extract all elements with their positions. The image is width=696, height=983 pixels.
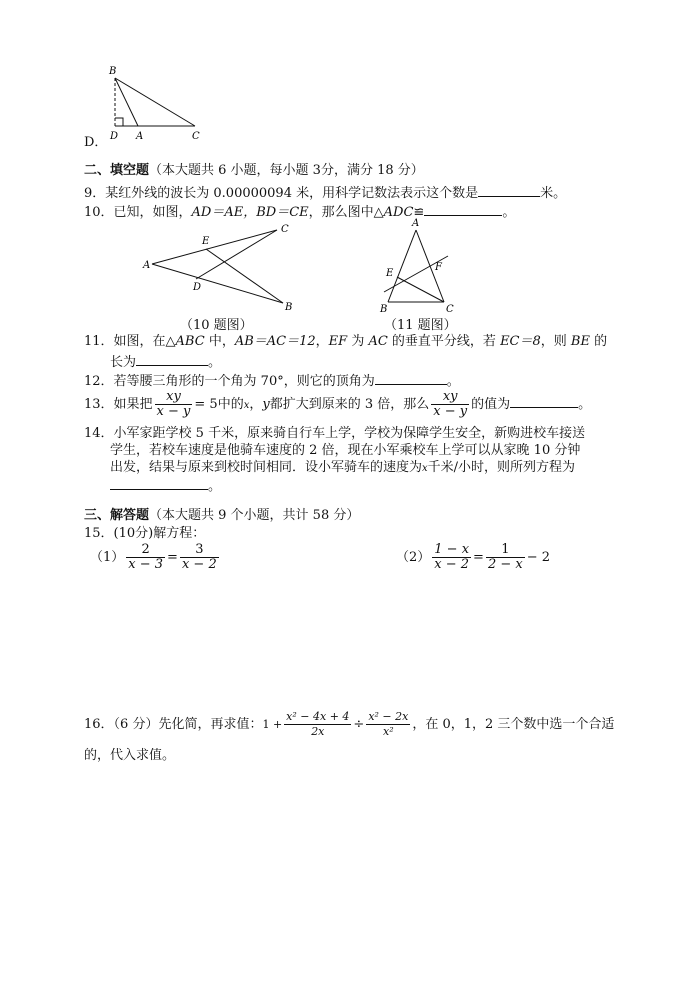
figure-11 — [372, 216, 462, 316]
question-9: 9．某红外线的波长为 0.00000094 米，用科学记数法表示这个数是 米。 — [84, 186, 567, 201]
fig10-label-b: B — [285, 302, 293, 312]
label-a: A — [136, 131, 144, 142]
figure-11-caption: （11 题图） — [384, 318, 457, 333]
question-10: 10．已知，如图，AD＝AE，BD＝CE，那么图中△ADC≌ 。 — [84, 205, 516, 220]
figure-10-caption: （10 题图） — [180, 318, 253, 333]
question-14-line4: 。 — [110, 477, 221, 495]
fig11-label-e: E — [386, 268, 394, 279]
section2-title: 二、填空题 — [84, 163, 150, 178]
question-14-line1: 14．小军家距学校 5 千米，原来骑自行车上学，学校为保障学生安全，新购进校车接送 — [84, 426, 586, 441]
question-13: 13．如果把 $\frac{xy}{x - y}$ = 5中的x，y都扩大到原来的 3 倍，那么 $\frac{xy}{x - y}$ 的值为 。 — [84, 389, 592, 419]
fig11-label-c: C — [446, 304, 454, 315]
fig11-label-f: F — [435, 262, 442, 273]
section3-heading — [84, 508, 359, 524]
fig11-label-b: B — [380, 304, 388, 315]
question-14-line2: 学生，若校车速度是他骑车速度的 2 倍，现在小军乘校车上学可以从家晚 10 分钟 — [110, 443, 581, 458]
q12-answer-blank[interactable] — [375, 372, 447, 385]
question-11-line1: 11．如图，在△ABC 中，AB＝AC＝12，EF 为 AC 的垂直平分线，若 EC＝8，则 BE 的 — [84, 334, 608, 349]
fig10-label-a: A — [143, 260, 151, 271]
fig11-label-a: A — [412, 218, 420, 229]
question-15-part1: （1） $\frac{2}{x - 3}$ = $\frac{3}{x - 2}$ — [90, 542, 217, 572]
fig10-label-c: C — [281, 224, 289, 235]
q14-answer-blank[interactable] — [110, 477, 208, 490]
section2-heading — [84, 163, 424, 179]
figure-10 — [140, 220, 300, 312]
question-15-head: 15．(10分)解方程： — [84, 526, 206, 541]
question-16-line1: 16．（6 分）先化简，再求值：1 + $\frac{\text{x² − 4x + 4}}{2x}$ ÷ $\frac{\text{x² − 2x}}{\text{x²}}$ ，在 0，1，2 三个数中选一个合适 — [84, 710, 615, 738]
q9-answer-blank[interactable] — [478, 184, 540, 197]
section2-note: （本大题共 6 小题，每小题 3分，满分 18 分） — [149, 163, 424, 178]
section3-note: （本大题共 9 个小题，共计 58 分） — [149, 508, 360, 523]
question-15-part2: （2） $\frac{1 - x}{x - 2}$ = $\frac{1}{2 - x}$ − 2 — [396, 542, 551, 572]
question-11-line2: 长为 。 — [110, 355, 222, 370]
fig10-label-d: D — [193, 282, 202, 293]
option-d-figure — [100, 62, 210, 144]
question-14-line3: 出发，结果与原来到校时间相同．设小军骑车的速度为x千米/小时，则所列方程为 — [110, 460, 576, 475]
q13-answer-blank[interactable] — [510, 395, 578, 408]
question-16-line2: 的，代入求值。 — [84, 748, 176, 763]
option-d-label: D． — [84, 135, 108, 150]
fig10-label-e: E — [202, 236, 210, 247]
label-d: D — [110, 131, 119, 142]
q11-answer-blank[interactable] — [136, 353, 208, 366]
label-b: B — [109, 66, 117, 77]
question-12: 12．若等腰三角形的一个角为 70°，则它的顶角为 。 — [84, 374, 460, 389]
section3-title: 三、解答题 — [84, 508, 150, 523]
q10-answer-blank[interactable] — [424, 203, 502, 216]
label-c: C — [192, 131, 200, 142]
